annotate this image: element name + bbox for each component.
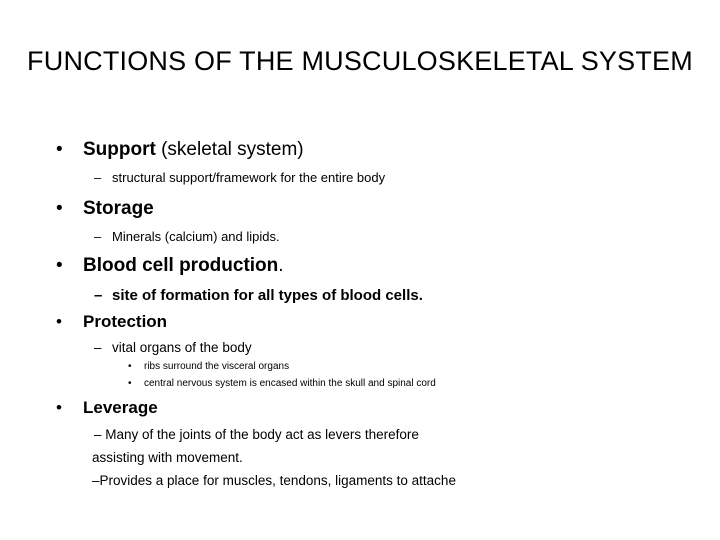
leverage-line-2: assisting with movement. — [92, 450, 243, 465]
sub-sub-bullet-text: central nervous system is encased within the skull and spinal cord — [144, 378, 436, 389]
dash-icon: – — [94, 229, 102, 244]
sub-bullet-protection — [94, 340, 252, 355]
bullet-icon: • — [56, 398, 62, 417]
bullet-heading: Protection — [83, 312, 168, 331]
leverage-line-3: –Provides a place for muscles, tendons, ligaments to attache — [92, 473, 456, 488]
sub-bullet-text: site of formation for all types of blood cells. — [112, 287, 423, 304]
bullet-icon: • — [56, 139, 63, 160]
sub-bullet-support — [94, 170, 385, 185]
bullet-icon: • — [56, 255, 63, 276]
sub-bullet-text: structural support/framework for the entire body — [112, 170, 386, 185]
sub-bullet-storage — [94, 229, 280, 244]
sub-sub-bullet-text: ribs surround the visceral organs — [144, 361, 290, 372]
bullet-heading: Leverage — [83, 398, 158, 417]
slide-title: FUNCTIONS OF THE MUSCULOSKELETAL SYSTEM — [27, 46, 693, 76]
dash-icon: – — [94, 340, 102, 355]
sub-bullet-blood — [94, 287, 423, 304]
bullet-icon: • — [128, 361, 132, 372]
bullet-icon: • — [56, 198, 63, 219]
bullet-heading-suffix: . — [278, 255, 284, 276]
bullet-icon: • — [128, 378, 132, 389]
bullet-icon: • — [56, 312, 62, 331]
dash-icon: – — [94, 170, 102, 185]
dash-icon: – — [94, 287, 103, 304]
bullet-heading: Blood cell production — [83, 255, 279, 276]
bullet-heading-suffix: (skeletal system) — [155, 139, 304, 160]
bullet-heading: Storage — [83, 198, 154, 219]
sub-bullet-text: vital organs of the body — [112, 340, 252, 355]
leverage-line-1: – Many of the joints of the body act as levers therefore — [94, 427, 419, 442]
bullet-heading: Support — [83, 139, 156, 160]
sub-bullet-text: Minerals (calcium) and lipids. — [112, 229, 280, 244]
